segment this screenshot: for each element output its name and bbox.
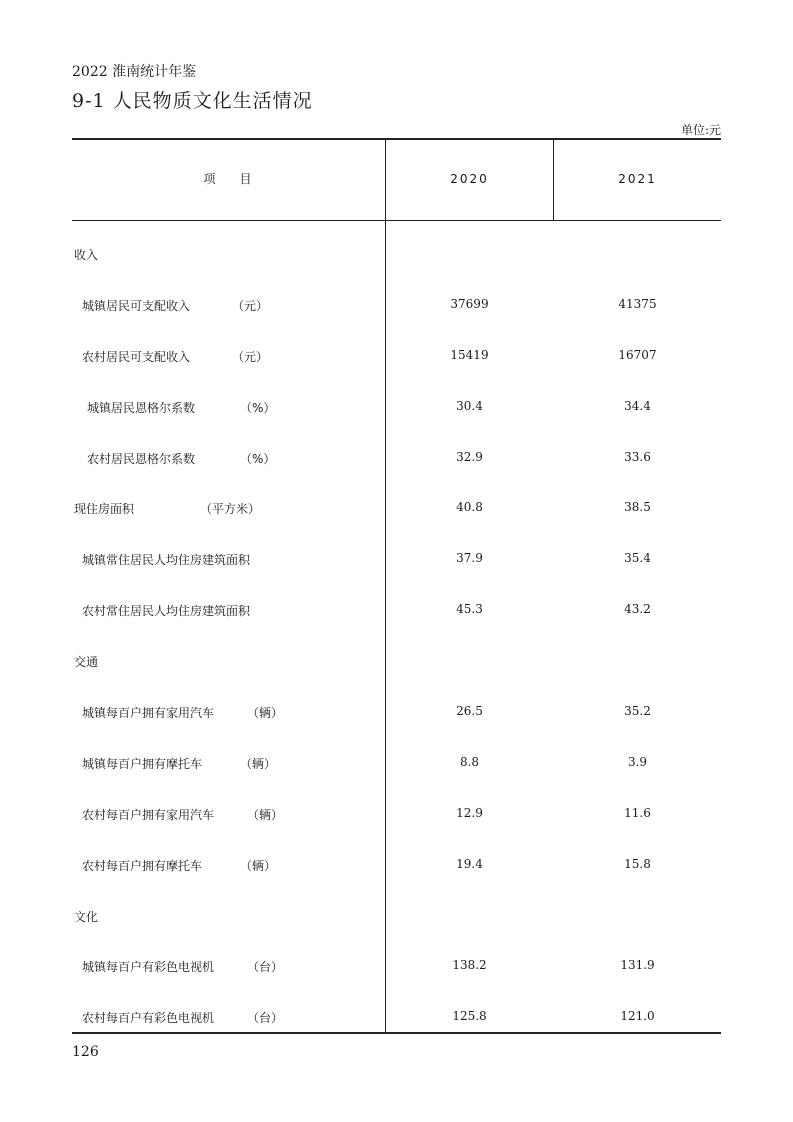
value-2021: 131.9 xyxy=(620,958,655,973)
header-year-2021: 2021 xyxy=(618,172,657,186)
table-row xyxy=(72,806,721,857)
header-item-char-b: 目 xyxy=(239,172,254,186)
row-label: 城镇常住居民人均住房建筑面积 xyxy=(82,553,251,568)
value-2020: 15419 xyxy=(450,347,489,362)
row-unit: （辆） xyxy=(247,706,284,721)
table-row xyxy=(72,1009,721,1060)
header-year-2020: 2020 xyxy=(450,172,489,186)
value-2021: 33.6 xyxy=(624,449,651,464)
table-row xyxy=(72,755,721,806)
table-row-section xyxy=(72,653,721,704)
table-row xyxy=(72,399,721,450)
section-label: 交通 xyxy=(74,655,99,670)
value-2020: 30.4 xyxy=(456,398,483,413)
value-2020: 125.8 xyxy=(452,1009,487,1024)
row-label: 农村每百户拥有摩托车 xyxy=(82,858,203,873)
book-title: 2022 淮南统计年鉴 xyxy=(72,64,197,80)
table-row xyxy=(72,958,721,1009)
table-body xyxy=(72,246,721,1060)
row-unit: （%） xyxy=(240,451,276,466)
row-label: 城镇每百户有彩色电视机 xyxy=(82,960,215,975)
row-unit: （辆） xyxy=(247,807,284,822)
value-2020: 138.2 xyxy=(452,958,487,973)
value-2020: 19.4 xyxy=(456,856,483,871)
row-unit: （台） xyxy=(247,1011,284,1026)
value-2020: 40.8 xyxy=(456,500,483,515)
value-2021: 121.0 xyxy=(620,1009,655,1024)
table-row-section xyxy=(72,908,721,959)
row-unit: （元） xyxy=(232,298,269,313)
unit-note: 单位:元 xyxy=(680,123,721,137)
value-2020: 12.9 xyxy=(456,805,483,820)
value-2020: 37699 xyxy=(450,296,489,311)
row-label: 城镇每百户拥有家用汽车 xyxy=(82,706,215,721)
row-label: 农村居民恩格尔系数 xyxy=(87,451,196,466)
table-row xyxy=(72,857,721,908)
row-unit: （台） xyxy=(247,960,284,975)
row-unit: （%） xyxy=(240,400,276,415)
section-label: 文化 xyxy=(74,909,99,924)
section-label: 收入 xyxy=(74,248,99,262)
table-row xyxy=(72,348,721,399)
table-header-rule xyxy=(72,220,721,221)
table-row xyxy=(72,602,721,653)
row-label: 农村每百户拥有家用汽车 xyxy=(82,807,215,822)
row-unit: （平方米） xyxy=(200,502,261,517)
row-unit: （辆） xyxy=(240,756,277,771)
value-2021: 11.6 xyxy=(624,805,651,820)
row-label: 农村居民可支配收入 xyxy=(82,349,191,364)
value-2021: 43.2 xyxy=(624,602,651,617)
table-row xyxy=(72,450,721,501)
value-2020: 26.5 xyxy=(456,704,483,719)
row-label: 现住房面积 xyxy=(74,502,135,517)
value-2020: 8.8 xyxy=(459,754,480,769)
table-title: 9-1 人民物质文化生活情况 xyxy=(72,90,313,112)
value-2021: 35.2 xyxy=(624,704,651,719)
table-row xyxy=(72,297,721,348)
statistics-table xyxy=(72,138,721,1034)
table-row-section xyxy=(72,246,721,297)
header-item xyxy=(72,138,385,220)
row-label: 城镇居民可支配收入 xyxy=(82,298,191,313)
row-unit: （辆） xyxy=(240,858,277,873)
row-label: 农村常住居民人均住房建筑面积 xyxy=(82,604,251,619)
row-label: 农村每百户有彩色电视机 xyxy=(82,1011,215,1026)
row-label: 城镇居民恩格尔系数 xyxy=(87,400,196,415)
value-2021: 3.9 xyxy=(627,754,648,769)
value-2021: 38.5 xyxy=(624,500,651,515)
table-row xyxy=(72,551,721,602)
value-2021: 34.4 xyxy=(624,398,651,413)
table-row xyxy=(72,704,721,755)
value-2020: 32.9 xyxy=(456,449,483,464)
value-2021: 15.8 xyxy=(624,856,651,871)
header-item-char-a: 项 xyxy=(203,172,218,186)
value-2021: 35.4 xyxy=(624,551,651,566)
row-label: 城镇每百户拥有摩托车 xyxy=(82,756,203,771)
table-row xyxy=(72,500,721,551)
page-number: 126 xyxy=(72,1044,99,1060)
value-2020: 37.9 xyxy=(456,551,483,566)
row-unit: （元） xyxy=(232,349,269,364)
value-2021: 16707 xyxy=(618,347,657,362)
value-2021: 41375 xyxy=(618,296,657,311)
value-2020: 45.3 xyxy=(456,602,483,617)
